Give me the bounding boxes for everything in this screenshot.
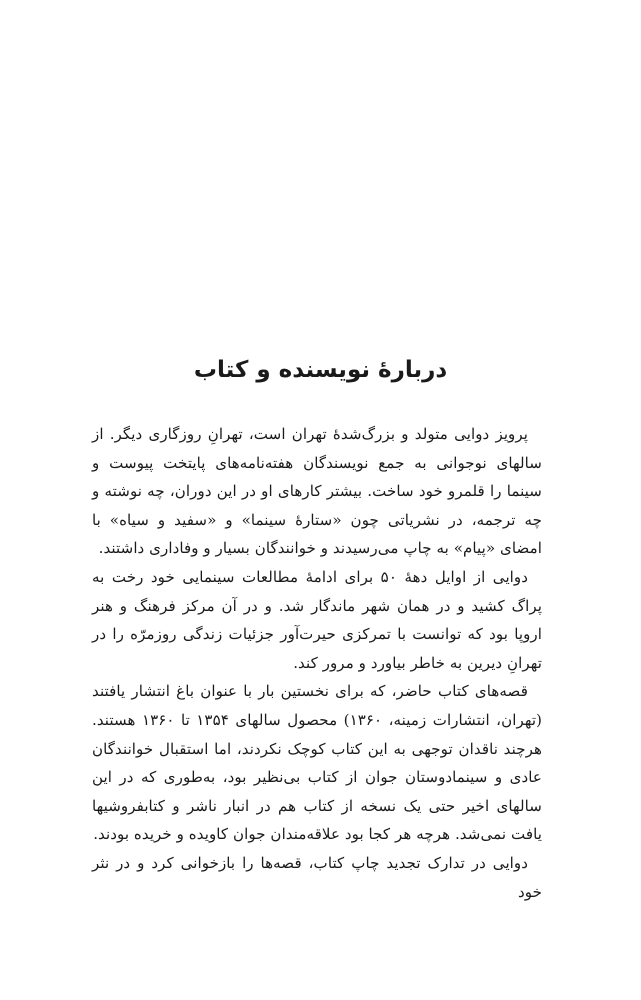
paragraph-4: دوایی در تدارک تجدید چاپ کتاب، قصه‌ها را بازخوانی کرد و در نثر خود [92,853,542,901]
paragraph-1: پرویز دوایی متولد و بزرگ‌شدهٔ تهران است، تهرانِ روزگاری دیگر. از سالهای نوجوانی به جمع نویسندگان هفته‌نامه‌های پایتخت پیوست و سینما را قلمرو خود ساخت. بیشتر کارهای او در این دوران، چه نوشته و چه ترجمه، در نشریاتی چون «ستارهٔ سینما» و «سفید و سیاه» با امضای «پیام» به چاپ می‌رسیدند و خوانندگان بسیار و وفاداری داشتند. [92,425,542,558]
section-title: دربارهٔ نویسنده و کتاب [193,357,448,383]
body-text [92,420,542,906]
paragraph-2: دوایی از اوایل دههٔ ۵۰ برای ادامهٔ مطالعات سینمایی خود رخت به پراگ کشید و در همان شهر ماندگار شد. و در آن مرکز فرهنگ و هنر اروپا بود که توانست با تمرکزی حیرت‌آور جزئیات زندگی روزمرّه را در تهرانِ دیرین به خاطر بیاورد و مرور کند. [92,567,542,672]
paragraph-3: قصه‌های کتاب حاضر، که برای نخستین بار با عنوان باغ انتشار یافتند (تهران، انتشارات زمینه، ۱۳۶۰) محصول سالهای ۱۳۵۴ تا ۱۳۶۰ هستند. هرچند ناقدان توجهی به این کتاب کوچک نکردند، اما استقبال خوانندگان عادی و سینمادوستان جوان از کتاب بی‌نظیر بود، به‌طوری که در این سالهای اخیر حتی یک نسخه از کتاب هم در انبار ناشر و کتابفروشیها یافت نمی‌شد. هرچه هر کجا بود علاقه‌مندان جوان کاویده و خریده بودند. [92,682,542,844]
